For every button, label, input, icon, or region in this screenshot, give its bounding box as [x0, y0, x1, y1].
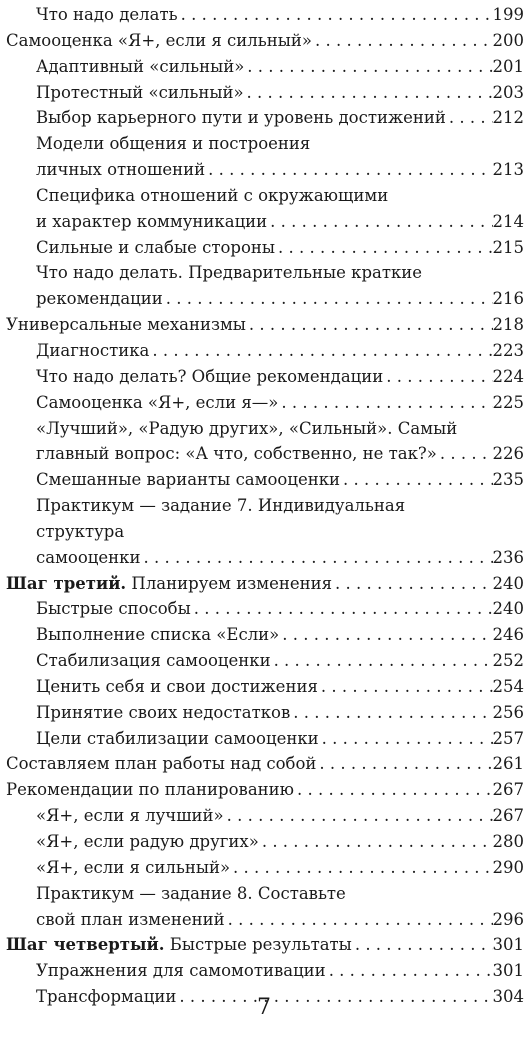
toc-entry-title — [36, 829, 259, 855]
toc-entry — [0, 338, 524, 364]
toc-entry-title — [6, 751, 316, 777]
dot-leader — [225, 907, 493, 933]
toc-entry-page: 213 — [492, 160, 524, 180]
toc-entry-title-text: Выбор карьерного пути и уровень достижений — [36, 108, 446, 128]
toc-entry-page: 301 — [492, 935, 524, 955]
toc-entry — [0, 54, 524, 80]
toc-entry-title — [36, 183, 388, 209]
toc-entry-title-text: Быстрые способы — [36, 599, 191, 619]
dot-leader — [290, 700, 492, 726]
dot-leader — [246, 312, 493, 338]
toc-entry-title-text: Смешанные варианты самооценки — [36, 470, 341, 490]
toc-entry-title — [36, 467, 340, 493]
toc-entry-title-text: Что надо делать? Общие рекомендации — [36, 366, 384, 386]
toc-entry-title-text: Принятие своих недостатков — [36, 702, 291, 722]
toc-entry-title-text: Протестный «сильный» — [36, 82, 244, 102]
toc-entry-title-text: личных отношений — [36, 160, 206, 180]
toc-entry-title — [6, 932, 352, 958]
toc-entry-page: 235 — [492, 470, 524, 490]
toc-entry-title-text: самооценки — [36, 547, 141, 567]
toc-entry — [0, 751, 524, 777]
toc-entry-title-text: «Я+, если радую других» — [36, 832, 259, 851]
toc-entry-title — [36, 674, 318, 700]
toc-entry-title-text: Стабилизация самооценки — [36, 651, 271, 671]
toc-entry-page: 224 — [492, 366, 524, 386]
toc-entry-page: 304 — [492, 987, 524, 1007]
toc-entry — [0, 260, 524, 286]
toc-entry — [0, 545, 524, 571]
toc-entry-title-text: Практикум — задание 8. Составьте — [36, 883, 346, 903]
dot-leader — [259, 829, 493, 855]
toc-entry-title — [36, 855, 230, 881]
toc-entry-page: 203 — [492, 82, 524, 102]
dot-leader — [205, 157, 492, 183]
toc-entry-title — [36, 803, 224, 829]
toc-entry — [0, 932, 524, 958]
toc-entry-title-text: Что надо делать. Предварительные краткие — [36, 263, 423, 283]
toc-entry-title-text: Сильные и слабые стороны — [36, 237, 276, 257]
toc-entry-page: 200 — [492, 30, 524, 50]
toc-entry — [0, 157, 524, 183]
toc-entry-page: 261 — [492, 754, 524, 774]
toc-entry-page: 240 — [492, 599, 524, 619]
dot-leader — [244, 54, 492, 80]
toc-entry — [0, 700, 524, 726]
toc-entry-page: 212 — [492, 108, 524, 128]
toc-entry-title-text: Специфика отношений с окружающими — [36, 185, 389, 205]
dot-leader — [383, 364, 492, 390]
toc-entry-page: 226 — [492, 444, 524, 464]
toc-entry — [0, 209, 524, 235]
dot-leader — [140, 545, 492, 571]
toc-entry-page: 199 — [492, 5, 524, 24]
toc-entry-title-text: рекомендации — [36, 289, 163, 309]
dot-leader — [352, 932, 493, 958]
toc-entry-page: 254 — [492, 676, 524, 696]
toc-entry — [0, 2, 524, 28]
toc-entry-title — [36, 493, 405, 519]
dot-leader — [279, 622, 492, 648]
toc-entry-title-text: Составляем план работы над собой — [6, 754, 317, 774]
toc-entry — [0, 28, 524, 54]
toc-entry-title-text: Диагностика — [36, 340, 150, 360]
toc-entry — [0, 674, 524, 700]
toc-entry-page: 225 — [492, 392, 524, 412]
toc-entry — [0, 235, 524, 261]
toc-entry-title — [6, 571, 332, 597]
dot-leader — [340, 467, 492, 493]
toc-entry-title — [36, 596, 191, 622]
dot-leader — [446, 105, 493, 131]
toc-entry-page: 223 — [492, 340, 524, 360]
toc-entry-title — [36, 286, 163, 312]
toc-entry — [0, 777, 524, 803]
dot-leader — [267, 209, 492, 235]
dot-leader — [271, 648, 493, 674]
toc-entry-page: 236 — [492, 547, 524, 567]
toc-entry-title — [36, 80, 244, 106]
toc-entry-title-text: Рекомендации по планированию — [6, 780, 295, 800]
toc-entry-page: 216 — [492, 289, 524, 309]
toc-entry-title-text: главный вопрос: «А что, собственно, не так?» — [36, 444, 437, 464]
toc-entry-title — [36, 958, 326, 984]
toc-entry-page: 257 — [492, 728, 524, 748]
dot-leader — [318, 674, 493, 700]
toc-entry — [0, 726, 524, 752]
dot-leader — [244, 80, 493, 106]
toc-entry-page: 218 — [492, 315, 524, 335]
dot-leader — [230, 855, 492, 881]
toc-entry-page: 301 — [492, 961, 524, 981]
toc-entry-title-text: Быстрые результаты — [164, 935, 352, 955]
toc-entry-title-text: Трансформации — [36, 987, 177, 1007]
toc-entry-title — [36, 390, 278, 416]
toc-entry-title-text: «Я+, если я сильный» — [36, 857, 231, 877]
toc-entry-title-text: Универсальные механизмы — [6, 315, 246, 335]
toc-entry-title — [36, 545, 140, 571]
toc-entry-title — [36, 648, 271, 674]
toc-entry-page: 215 — [492, 237, 524, 257]
toc-entry-title — [36, 416, 457, 442]
toc-entry — [0, 312, 524, 338]
toc-entry — [0, 519, 524, 545]
dot-leader — [224, 803, 493, 829]
toc-entry-title — [36, 260, 422, 286]
toc-entry-title — [36, 131, 310, 157]
toc-entry — [0, 105, 524, 131]
dot-leader — [149, 338, 492, 364]
toc-entry-title-text: Выполнение списка «Если» — [36, 625, 280, 645]
toc-entry — [0, 958, 524, 984]
toc-entry-title-text: и характер коммуникации — [36, 211, 268, 231]
toc-entry — [0, 493, 524, 519]
toc-entry-page: 256 — [492, 702, 524, 722]
toc-entry-step-label: Шаг третий. — [6, 573, 127, 593]
toc-entry-step-label: Шаг четвертый. — [6, 935, 165, 955]
dot-leader — [316, 751, 492, 777]
toc-entry-page: 290 — [492, 857, 524, 877]
toc-entry-page: 252 — [492, 651, 524, 671]
dot-leader — [312, 28, 493, 54]
toc-entry — [0, 441, 524, 467]
toc-entry-page: 214 — [492, 211, 524, 231]
toc-entry-title-text: Планируем изменения — [126, 573, 333, 593]
toc-entry-title-text: Что надо делать — [36, 5, 178, 24]
toc-entry-title-text: «Я+, если я лучший» — [36, 806, 224, 826]
toc-entry-title — [6, 28, 312, 54]
toc-entry — [0, 80, 524, 106]
toc-entry — [0, 390, 524, 416]
toc-entry-page: 267 — [492, 806, 524, 826]
dot-leader — [294, 777, 492, 803]
toc-entry-title-text: Ценить себя и свои достижения — [36, 676, 318, 696]
toc-entry-title — [36, 700, 290, 726]
toc-entry-title — [6, 777, 294, 803]
toc-entry-title — [36, 441, 437, 467]
toc-entry — [0, 881, 524, 907]
toc-entry-title — [6, 312, 246, 338]
toc-entry — [0, 183, 524, 209]
toc-entry-title — [36, 235, 275, 261]
toc-entry-title — [36, 881, 346, 907]
toc-entry — [0, 596, 524, 622]
toc-entry-title-text: структура — [36, 521, 125, 541]
toc-entry — [0, 467, 524, 493]
toc-entry — [0, 855, 524, 881]
toc-entry-title — [36, 364, 383, 390]
toc-entry — [0, 907, 524, 933]
toc-entry — [0, 829, 524, 855]
toc-entry-page: 280 — [492, 832, 524, 851]
toc-entry-title-text: «Лучший», «Радую других», «Сильный». Самый — [36, 418, 458, 438]
toc-entry-page: 201 — [492, 56, 524, 76]
page-number: 7 — [257, 995, 271, 1020]
toc-entry-title-text: Цели стабилизации самооценки — [36, 728, 319, 748]
toc-entry-title-text: Модели общения и построения — [36, 134, 311, 154]
toc-entry-title — [36, 209, 267, 235]
toc-entry-title — [36, 622, 279, 648]
dot-leader — [326, 958, 493, 984]
toc-entry — [0, 622, 524, 648]
toc-entry-title — [36, 2, 178, 28]
toc-entry-title-text: Самооценка «Я+, если я—» — [36, 392, 279, 412]
dot-leader — [178, 2, 493, 28]
toc-entry-title-text: свой план изменений — [36, 909, 225, 929]
toc-entry-title — [36, 338, 149, 364]
toc-entry-title-text: Самооценка «Я+, если я сильный» — [6, 30, 312, 50]
toc-entry — [0, 364, 524, 390]
toc-entry-title-text: Адаптивный «сильный» — [36, 56, 245, 76]
toc-entry-title-text: Упражнения для самомотивации — [36, 961, 326, 981]
table-of-contents — [0, 2, 524, 1010]
toc-entry — [0, 803, 524, 829]
toc-entry-title-text: Практикум — задание 7. Индивидуальная — [36, 496, 406, 516]
dot-leader — [191, 596, 493, 622]
toc-entry-page: 240 — [492, 573, 524, 593]
toc-entry — [0, 286, 524, 312]
toc-entry-title — [36, 105, 446, 131]
dot-leader — [332, 571, 492, 597]
toc-entry-page: 296 — [492, 909, 524, 929]
dot-leader — [437, 441, 493, 467]
dot-leader — [163, 286, 493, 312]
toc-entry-page: 267 — [492, 780, 524, 800]
toc-entry — [0, 648, 524, 674]
toc-entry-title — [36, 726, 319, 752]
toc-entry — [0, 416, 524, 442]
toc-entry — [0, 571, 524, 597]
toc-entry — [0, 131, 524, 157]
dot-leader — [319, 726, 493, 752]
toc-entry-title — [36, 519, 124, 545]
toc-entry-title — [36, 907, 225, 933]
toc-entry-title — [36, 157, 205, 183]
toc-entry-page: 246 — [492, 625, 524, 645]
dot-leader — [275, 235, 492, 261]
toc-entry-title — [36, 54, 244, 80]
dot-leader — [278, 390, 492, 416]
